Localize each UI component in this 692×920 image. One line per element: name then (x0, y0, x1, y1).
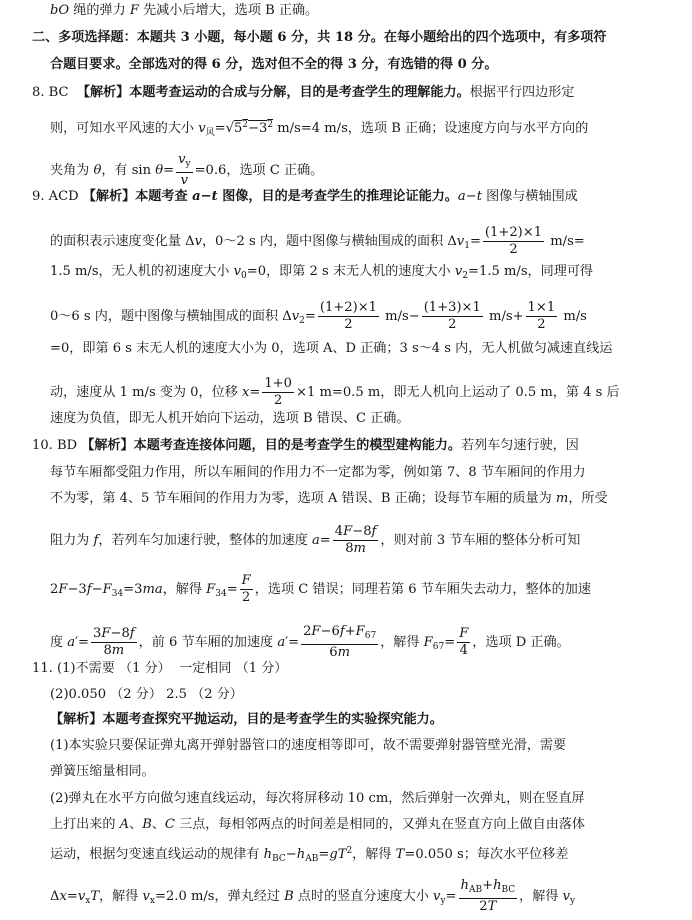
answer-9-line: 1.5 m/s，无人机的初速度大小 $v_0=0$，即第 2 s 末无人机的速度大小 $v_2=1.5$ m/s，同理可得 (50, 264, 594, 281)
answer-11-line: 上打出来的 A、B、C 三点，每相邻两点的时间差是相同的，又弹丸在竖直方向上做自由落体 (50, 817, 586, 832)
answer-11-analysis: 【解析】本题考查探究平抛运动，目的是考查学生的实验探究能力。 (50, 712, 443, 727)
answer-11-line: 11. (1)不需要 （1 分） 一定相同 （1 分） (32, 661, 288, 676)
answer-11-line: $\Delta x=v_xT$，解得 $v_x=2.0$ m/s，弹丸经过 B 点时的竖直分速度大小 $v_y=$ $\frac{h_{AB}+h_{BC}}{2T}$ ，解得 $v_y$ (50, 878, 576, 914)
answer-11-line: (1)本实验只要保证弹丸离开弹射器管口的速度相等即可，故不需要弹射器管壁光滑，需要 (50, 738, 567, 753)
section-heading: 二、多项选择题：本题共 3 小题，每小题 6 分，共 18 分。在每小题给出的四个选项中，有多项符 (32, 30, 607, 45)
answer-11-line: (2)弹丸在水平方向做匀速直线运动，每次将屏移动 10 cm，然后弹射一次弹丸，则在竖直屏 (50, 791, 585, 806)
answer-10-line: 每节车厢都受阻力作用，所以车厢间的作用力不一定都为零，例如第 7、8 节车厢间的作用力 (50, 465, 586, 480)
text-line: bO 绳的弹力 F 先减小后增大，选项 B 正确。 (50, 3, 319, 18)
answer-9-line: 9. ACD 【解析】本题考查 a−t 图像，目的是考查学生的推理论证能力。a−t 图像与横轴围成 (32, 189, 578, 204)
answer-11-line: 弹簧压缩量相同。 (50, 764, 155, 779)
answer-8-line: 夹角为 θ，有 sin θ= $\frac{v_y}{v}$ =0.6，选项 C 正确。 (50, 152, 324, 188)
answer-9-line: 的面积表示速度变化量 Δv，0～2 s 内，题中图像与横轴围成的面积 $\Delta v_1=$ $\frac{(1+2)\times 1}{2}$ m/s= (50, 225, 585, 257)
answer-10-line: $2F-3f-F_{34}=3ma$，解得 $F_{34}=$ $\frac{F}{2}$ ，选项 C 错误；同理若第 6 节车厢失去动力，整体的加速 (50, 573, 591, 605)
answer-8-line: 8. BC 【解析】本题考查运动的合成与分解，目的是考查学生的理解能力。根据平行四边形定 (32, 85, 575, 100)
answer-10-line: 度 a′= $\frac{3F-8f}{8m}$ ，前 6 节车厢的加速度 a′= $\frac{2F-6f+F_{67}}{6m}$ ，解得 $F_{67}=$ $\frac{F}{4}$ ，选项 D 正确。 (50, 624, 570, 660)
answer-8-line: 则，可知水平风速的大小 $v_风=√5^2-3^2$ m/s=4 m/s，选项 B 正确；设速度方向与水平方向的 (50, 120, 589, 138)
answer-11-line: (2)0.050 （2 分） 2.5 （2 分） (50, 687, 243, 702)
answer-9-line: 动，速度从 1 m/s 变为 0，位移 x= $\frac{1+0}{2}$ ×1 m=0.5 m，即无人机向上运动了 0.5 m，第 4 s 后 (50, 376, 620, 408)
answer-9-line: 0～6 s 内，题中图像与横轴围成的面积 $\Delta v_2=$ $\frac{(1+2)\times 1}{2}$ m/s− $\frac{(1+3)\times 1}{2}$ m/s+ $\frac{1\times 1}{2}$ m/s (50, 300, 587, 332)
answer-10-line: 10. BD 【解析】本题考查连接体问题，目的是考查学生的模型建构能力。若列车匀速行驶，因 (32, 438, 579, 453)
section-heading-cont: 合题目要求。全部选对的得 6 分，选对但不全的得 3 分，有选错的得 0 分。 (50, 57, 498, 72)
answer-9-line: =0，即第 6 s 末无人机的速度大小为 0，选项 A、D 正确；3 s～4 s 内，无人机做匀减速直线运 (50, 341, 613, 356)
answer-10-line: 阻力为 f，若列车匀加速行驶，整体的加速度 a= $\frac{4F-8f}{8m}$ ，则对前 3 节车厢的整体分析可知 (50, 524, 581, 556)
answer-11-line: 运动，根据匀变速直线运动的规律有 $h_{BC}-h_{AB}=gT^2$，解得 T=0.050 s；每次水平位移差 (50, 846, 569, 864)
answer-9-line: 速度为负值，即无人机开始向下运动，选项 B 错误、C 正确。 (50, 411, 410, 426)
answer-10-line: 不为零，第 4、5 节车厢间的作用力为零，选项 A 错误、B 正确；设每节车厢的质量为 m，所受 (50, 491, 608, 506)
